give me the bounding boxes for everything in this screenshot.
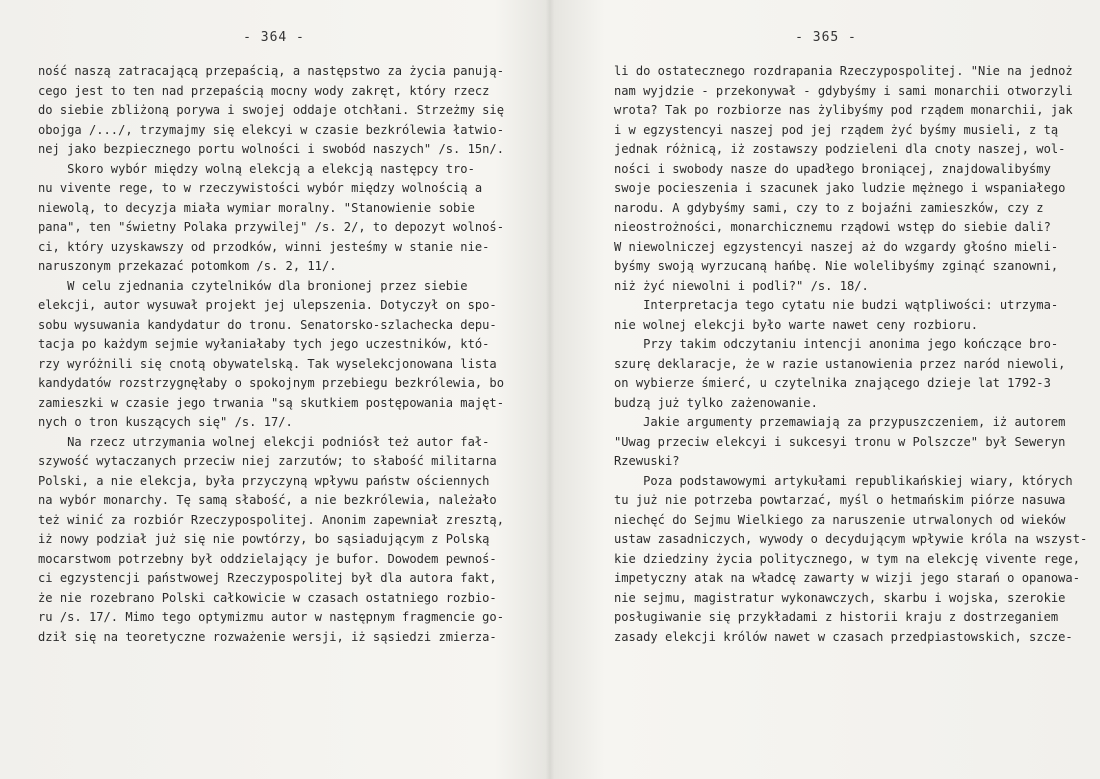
text-line: Polski, a nie elekcja, była przyczyną wpływu państw ościennych xyxy=(38,473,490,488)
text-line: też winić za rozbiór Rzeczypospolitej. Anonim zapewniał zresztą, xyxy=(38,512,504,527)
left-page-text xyxy=(38,62,504,647)
text-line: "Uwag przeciw elekcyi i sukcesyi tronu w Polszcze" był Seweryn xyxy=(614,434,1066,449)
text-line: do siebie zbliżoną porywa i swojej oddaje otchłani. Strzeżmy się xyxy=(38,103,504,117)
text-line: niż żyć niewolni i podli?" /s. 18/. xyxy=(614,278,869,293)
text-line: kandydatów rozstrzygnęłaby o spokojnym przebiegu bezkrólewia, bo xyxy=(38,376,504,390)
text-line: Rzewuski? xyxy=(614,454,680,468)
text-line: tu już nie potrzeba powtarzać, myśl o hetmańskim piórze nasuwa xyxy=(614,493,1066,507)
text-line: kie dziedziny życia politycznego, w tym na elekcję vivente rege, xyxy=(614,551,1080,566)
text-line: elekcji, autor wysuwał projekt jej ulepszenia. Dotyczył on spo- xyxy=(38,298,497,312)
text-line: ność naszą zatracającą przepaścią, a następstwo za życia panują- xyxy=(38,64,504,78)
text-line: narodu. A gdybyśmy sami, czy to z bojaźni zamieszków, czy z xyxy=(614,200,1044,215)
text-line: ci egzystencji państwowej Rzeczypospolitej był dla autora fakt, xyxy=(38,571,497,585)
right-page-number: - 365 - xyxy=(795,30,857,45)
text-line: że nie rozebrano Polski całkowicie w czasach ostatniego rozbio- xyxy=(38,590,497,605)
text-line: jednak różnicą, iż zostawszy podzieleni dla cnoty naszej, wol- xyxy=(614,142,1066,156)
text-line: dził się na teoretyczne rozważenie wersji, iż sąsiedzi zmierza- xyxy=(38,629,497,644)
text-line: budzą już tylko zażenowanie. xyxy=(614,395,818,410)
text-line: byśmy swoją wyrzucaną hańbę. Nie wolelibyśmy zginąć szanowni, xyxy=(614,259,1059,273)
text-line: nu vivente rege, to w rzeczywistości wybór między wolnością a xyxy=(38,181,483,195)
text-line: nych o tron kuszących się" /s. 17/. xyxy=(38,415,293,429)
text-line: nej jako bezpiecznego portu wolności i swobód naszych" /s. 15n/. xyxy=(38,142,504,156)
text-line: swoje pocieszenia i szacunek jako ludzie mężnego i wspaniałego xyxy=(614,181,1066,195)
text-line: obojga /.../, trzymajmy się elekcyi w czasie bezkrólewia łatwio- xyxy=(38,122,504,137)
text-line: on wybierze śmierć, u czytelnika znającego dzieje lat 1792-3 xyxy=(614,376,1051,390)
text-line: W niewolniczej egzystencyi naszej aż do wzgardy głośno mieli- xyxy=(614,239,1059,254)
left-page-number: - 364 - xyxy=(243,30,305,45)
text-line: ci, który uzyskawszy od przodków, winni jesteśmy w stanie nie- xyxy=(38,239,490,254)
right-page-text xyxy=(614,62,1088,647)
text-line: wrota? Tak po rozbiorze nas żylibyśmy pod rządem monarchii, jak xyxy=(614,103,1073,117)
text-line: nie wolnej elekcji było warte nawet ceny rozbioru. xyxy=(614,317,979,332)
right-page xyxy=(552,0,1100,779)
text-line: ru /s. 17/. Mimo tego optymizmu autor w następnym fragmencie go- xyxy=(38,610,504,624)
text-line: niechęć do Sejmu Wielkiego za naruszenie utrwalonych od wieków xyxy=(614,512,1066,527)
text-line: nie sejmu, magistratur wykonawczych, skarbu i wojska, szerokie xyxy=(614,590,1066,605)
left-page xyxy=(0,0,548,779)
text-line: niewolą, to decyzja miała wymiar moralny. "Stanowienie sobie xyxy=(38,200,475,215)
text-line: zamieszki w czasie jego trwania "są skutkiem postępowania majęt- xyxy=(38,395,504,410)
text-line: mocarstwom potrzebny był oddzielający je bufor. Dowodem pewnoś- xyxy=(38,551,497,566)
text-line: impetyczny atak na władcę zawarty w wizji jego starań o opanowa- xyxy=(614,571,1080,585)
text-line: sobu wysuwania kandydatur do tronu. Senatorsko-szlachecka depu- xyxy=(38,317,497,332)
text-line: W celu zjednania czytelników dla bronionej przez siebie xyxy=(38,278,468,293)
text-line: i w egzystencyi naszej pod jej rządem żyć byśmy musieli, z tą xyxy=(614,122,1059,137)
text-line: iż nowy podział już się nie powtórzy, bo sąsiadującym z Polską xyxy=(38,532,490,546)
text-line: nieostrożności, monarchicznemu rządowi wstęp do siebie dali? xyxy=(614,220,1051,234)
text-line: ustaw zasadniczych, wywody o decydującym wpływie króla na wszyst- xyxy=(614,532,1088,546)
text-line: Interpretacja tego cytatu nie budzi wątpliwości: utrzyma- xyxy=(614,298,1059,312)
text-line: tacja po każdym sejmie wyłaniałaby tych jego uczestników, któ- xyxy=(38,337,490,351)
text-line: ności i swobody nasze do upadłego broniącej, znajdowalibyśmy xyxy=(614,161,1051,176)
text-line: Jakie argumenty przemawiają za przypuszczeniem, iż autorem xyxy=(614,415,1066,429)
text-line: rzy wyróżnili się cnotą obywatelską. Tak wyselekcjonowana lista xyxy=(38,356,497,371)
text-line: zasady elekcji królów nawet w czasach przedpiastowskich, szcze- xyxy=(614,629,1073,644)
text-line: pana", ten "świetny Polaka przywilej" /s. 2/, to depozyt wolnoś- xyxy=(38,220,504,234)
text-line: li do ostatecznego rozdrapania Rzeczypospolitej. "Nie na jednoż xyxy=(614,64,1073,78)
text-line: cego jest to ten nad przepaścią mocny wody zakręt, który rzecz xyxy=(38,83,490,98)
text-line: Na rzecz utrzymania wolnej elekcji podniósł też autor fał- xyxy=(38,434,490,449)
text-line: Skoro wybór między wolną elekcją a elekcją następcy tro- xyxy=(38,161,475,176)
text-line: Przy takim odczytaniu intencji anonima jego kończące bro- xyxy=(614,337,1059,351)
text-line: posługiwanie się przykładami z historii kraju z dostrzeganiem xyxy=(614,610,1059,624)
text-line: szywość wytaczanych przeciw niej zarzutów; to słabość militarna xyxy=(38,454,497,468)
text-line: nam wyjdzie - przekonywał - gdybyśmy i sami monarchii otworzyli xyxy=(614,83,1073,98)
text-line: naruszonym przekazać potomkom /s. 2, 11/. xyxy=(38,259,337,273)
text-line: Poza podstawowymi artykułami republikańskiej wiary, których xyxy=(614,473,1073,488)
text-line: szurę deklaracje, że w razie ustanowienia przez naród niewoli, xyxy=(614,356,1066,371)
text-line: na wybór monarchy. Tę samą słabość, a nie bezkrólewia, należało xyxy=(38,493,497,507)
